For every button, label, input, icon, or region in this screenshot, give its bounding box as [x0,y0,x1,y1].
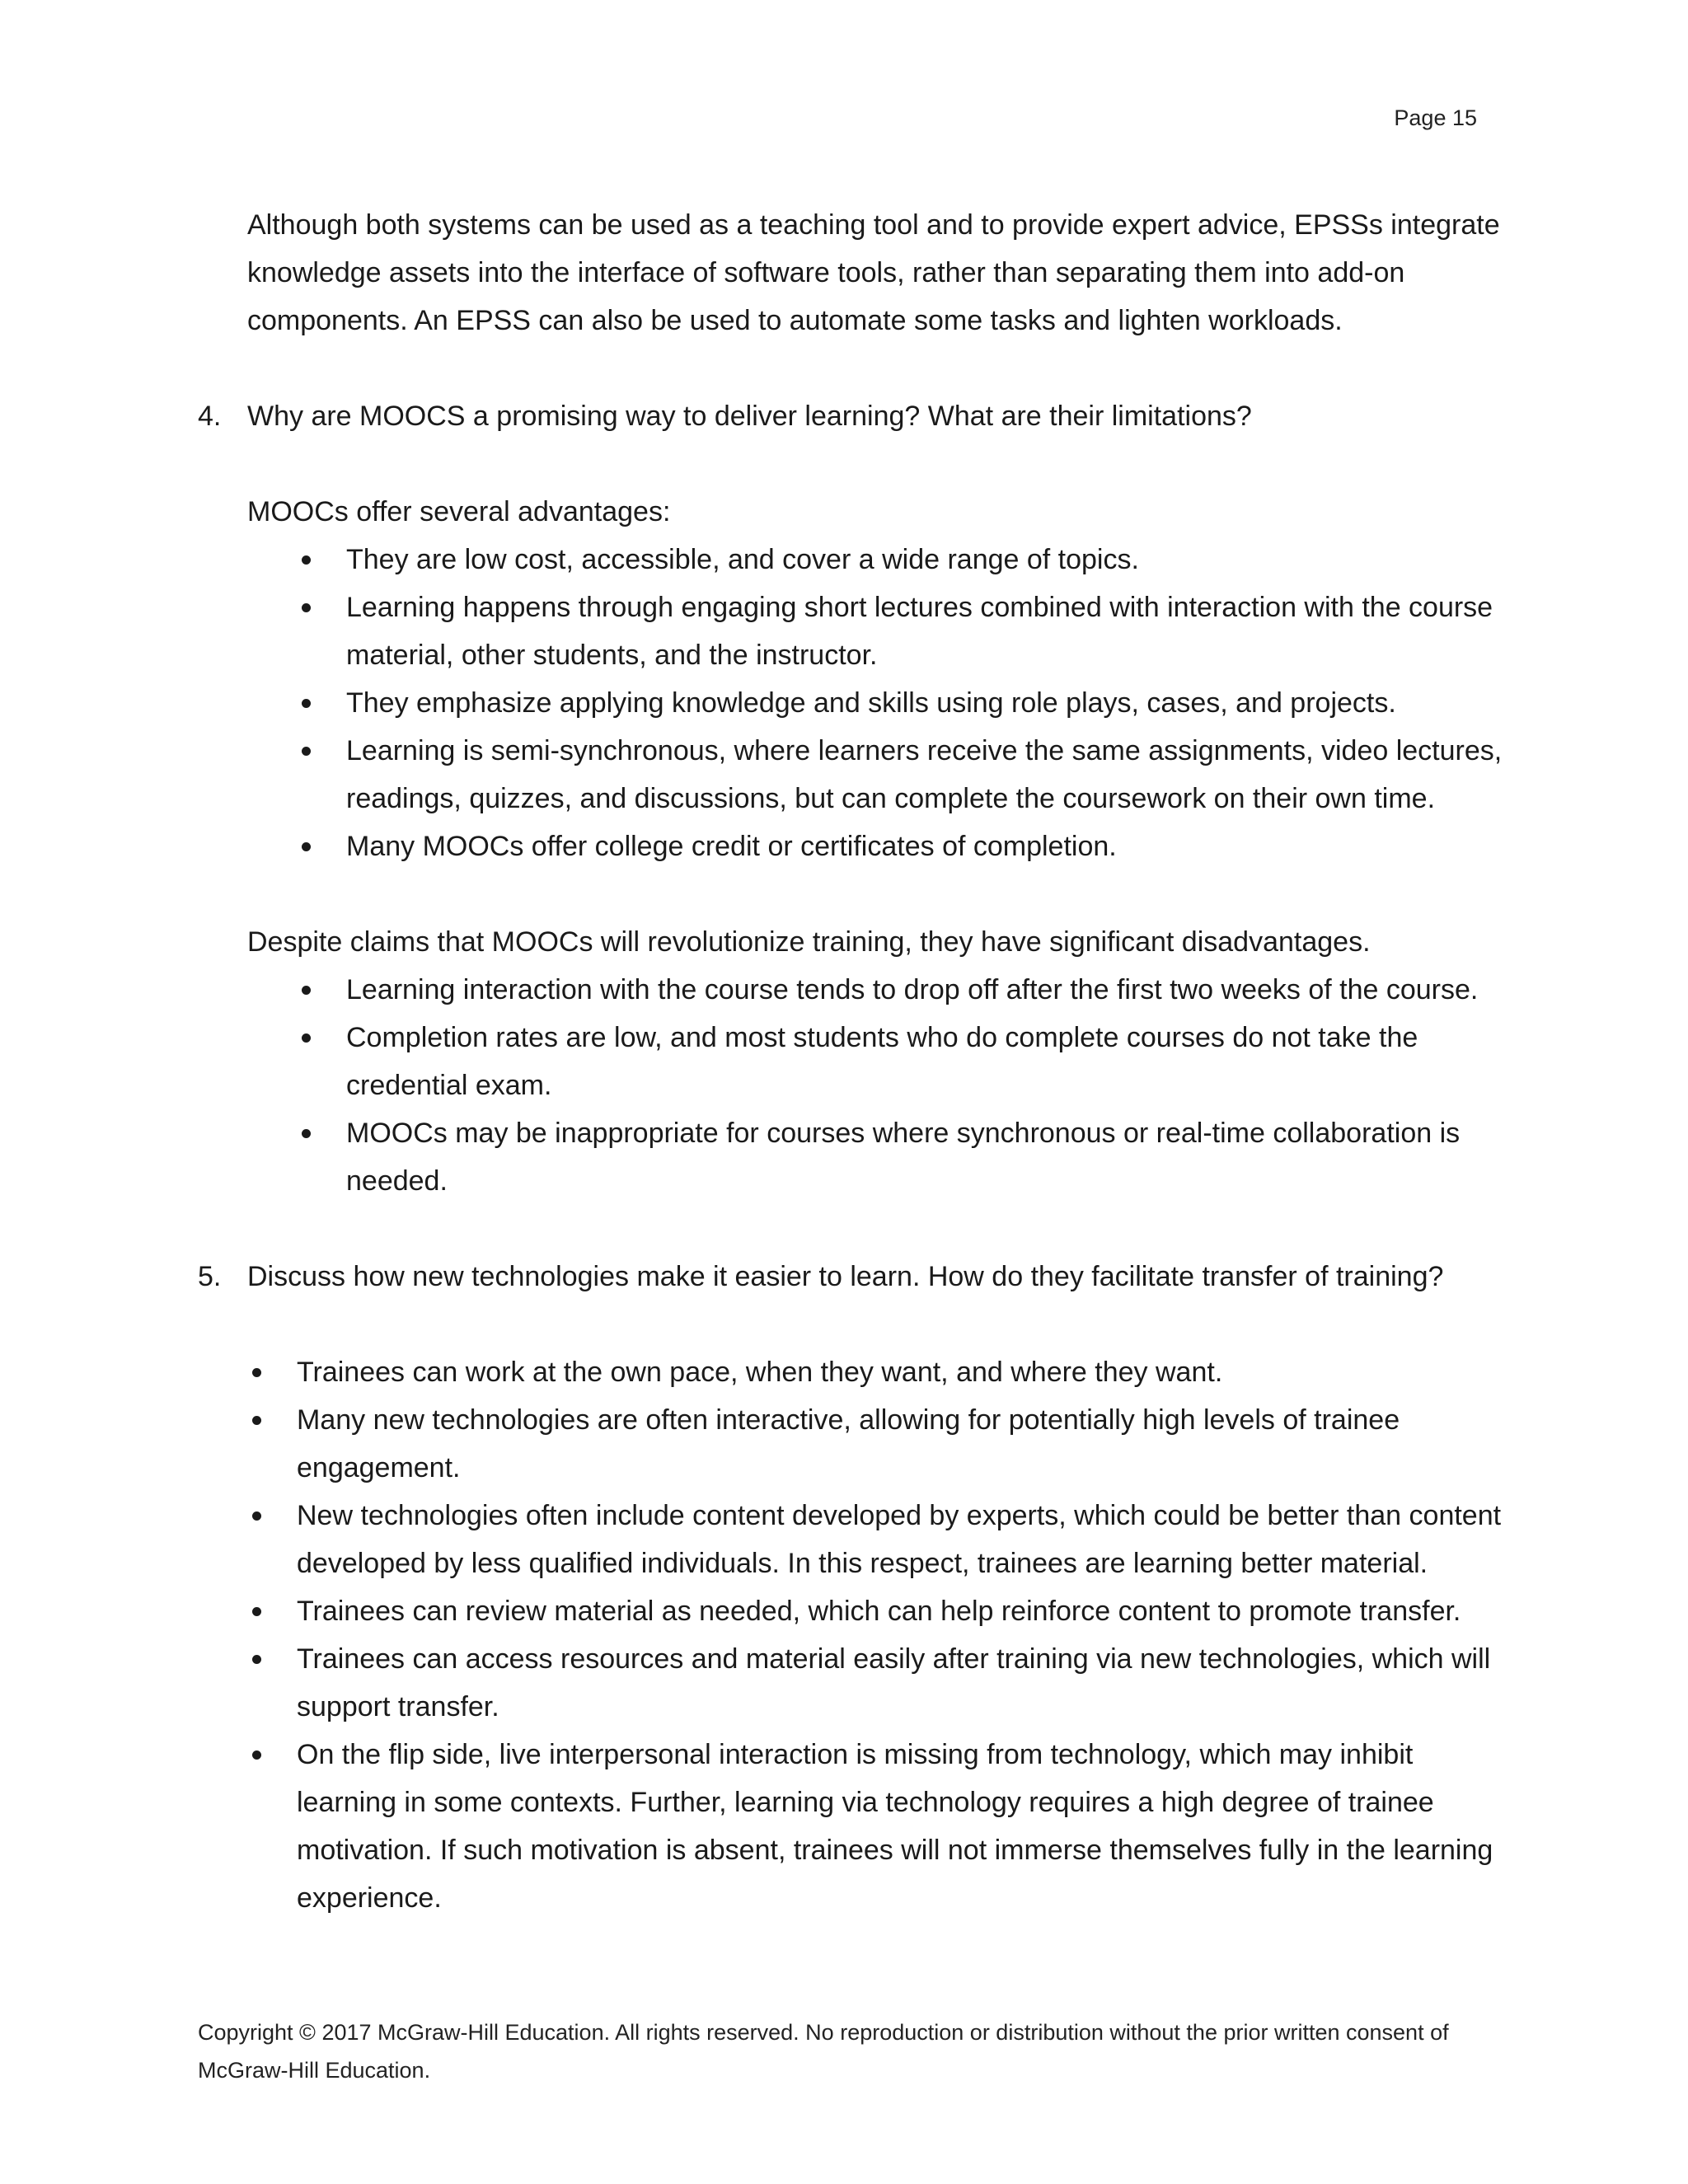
list-item [198,1587,1517,1635]
bullet-icon [302,555,311,565]
list-item [198,823,1517,870]
bullet-icon [302,699,311,708]
list-item [198,536,1517,583]
bullet-icon [302,747,311,756]
list-item [198,966,1517,1014]
disadvantages-intro: Despite claims that MOOCs will revolutionize training, they have significant disadvantages. [247,926,1371,958]
list-item [198,1731,1517,1922]
bullet-icon [302,603,311,612]
list-item [198,1492,1517,1587]
question-text: Why are MOOCS a promising way to deliver learning? What are their limitations? [247,401,1252,432]
bullet-icon [302,842,311,851]
list-item [198,1014,1517,1109]
bullet-icon [252,1750,261,1760]
bullet-icon [252,1655,261,1664]
list-item-text: They emphasize applying knowledge and skills using role plays, cases, and projects. [346,687,1396,719]
list-item-text: Many new technologies are often interactive, allowing for potentially high levels of trainee engagement. [297,1404,1400,1483]
bullet-icon [252,1511,261,1521]
question-5 [198,1253,1517,1301]
question-number: 5. [198,1261,222,1292]
list-item-text: They are low cost, accessible, and cover a wide range of topics. [346,544,1139,575]
list-item [198,1109,1517,1205]
page-number: Page 15 [1394,105,1477,130]
advantages-intro: MOOCs offer several advantages: [247,496,671,527]
bullet-icon [252,1607,261,1616]
list-item-text: Learning happens through engaging short lectures combined with interaction with the course material, other students, and the instructor. [346,592,1493,671]
bullet-icon [252,1368,261,1377]
list-item-text: Learning is semi-synchronous, where learners receive the same assignments, video lectures, readings, quizzes, and discussions, but can complete the coursework on their own time. [346,735,1503,814]
bullet-icon [302,986,311,995]
advantages-list [198,536,1517,870]
list-item [198,1348,1517,1396]
bullet-icon [302,1033,311,1043]
bullet-icon [252,1416,261,1425]
list-item [198,583,1517,679]
list-item-text: New technologies often include content developed by experts, which could be better than content developed by less qualified individuals. In this respect, trainees are learning better material. [297,1500,1502,1579]
question-4 [198,392,1517,440]
question-text: Discuss how new technologies make it easier to learn. How do they facilitate transfer of training? [247,1261,1444,1292]
bullet-icon [302,1129,311,1138]
list-item [198,679,1517,727]
intro-paragraph: Although both systems can be used as a teaching tool and to provide expert advice, EPSSs integrate knowledge assets into the interface of software tools, rather than separating them into add-on components. An EPSS can also be used to automate some tasks and lighten workloads. [247,209,1500,336]
list-item [198,1396,1517,1492]
document-body [198,201,1517,1922]
list-item-text: Trainees can work at the own pace, when they want, and where they want. [297,1357,1223,1388]
list-item-text: Completion rates are low, and most students who do complete courses do not take the credential exam. [346,1022,1418,1101]
disadvantages-list [198,966,1517,1205]
copyright-footer: Copyright © 2017 McGraw-Hill Education. All rights reserved. No reproduction or distribution without the prior written consent of McGraw-Hill Education. [198,2020,1449,2083]
list-item-text: Learning interaction with the course tends to drop off after the first two weeks of the course. [346,974,1479,1005]
list-item-text: On the flip side, live interpersonal interaction is missing from technology, which may inhibit learning in some contexts. Further, learning via technology requires a high degree of trainee motivation. If such motivation is absent, trainees will not immerse themselves fully in the learning experience. [297,1739,1493,1914]
list-item-text: Trainees can access resources and material easily after training via new technologies, which will support transfer. [297,1643,1491,1722]
list-item-text: Trainees can review material as needed, which can help reinforce content to promote transfer. [297,1596,1461,1627]
list-item [198,1635,1517,1731]
list-item-text: Many MOOCs offer college credit or certificates of completion. [346,831,1117,862]
question-number: 4. [198,401,222,432]
list-item-text: MOOCs may be inappropriate for courses where synchronous or real-time collaboration is needed. [346,1118,1461,1197]
technology-points-list [198,1348,1517,1922]
list-item [198,727,1517,823]
